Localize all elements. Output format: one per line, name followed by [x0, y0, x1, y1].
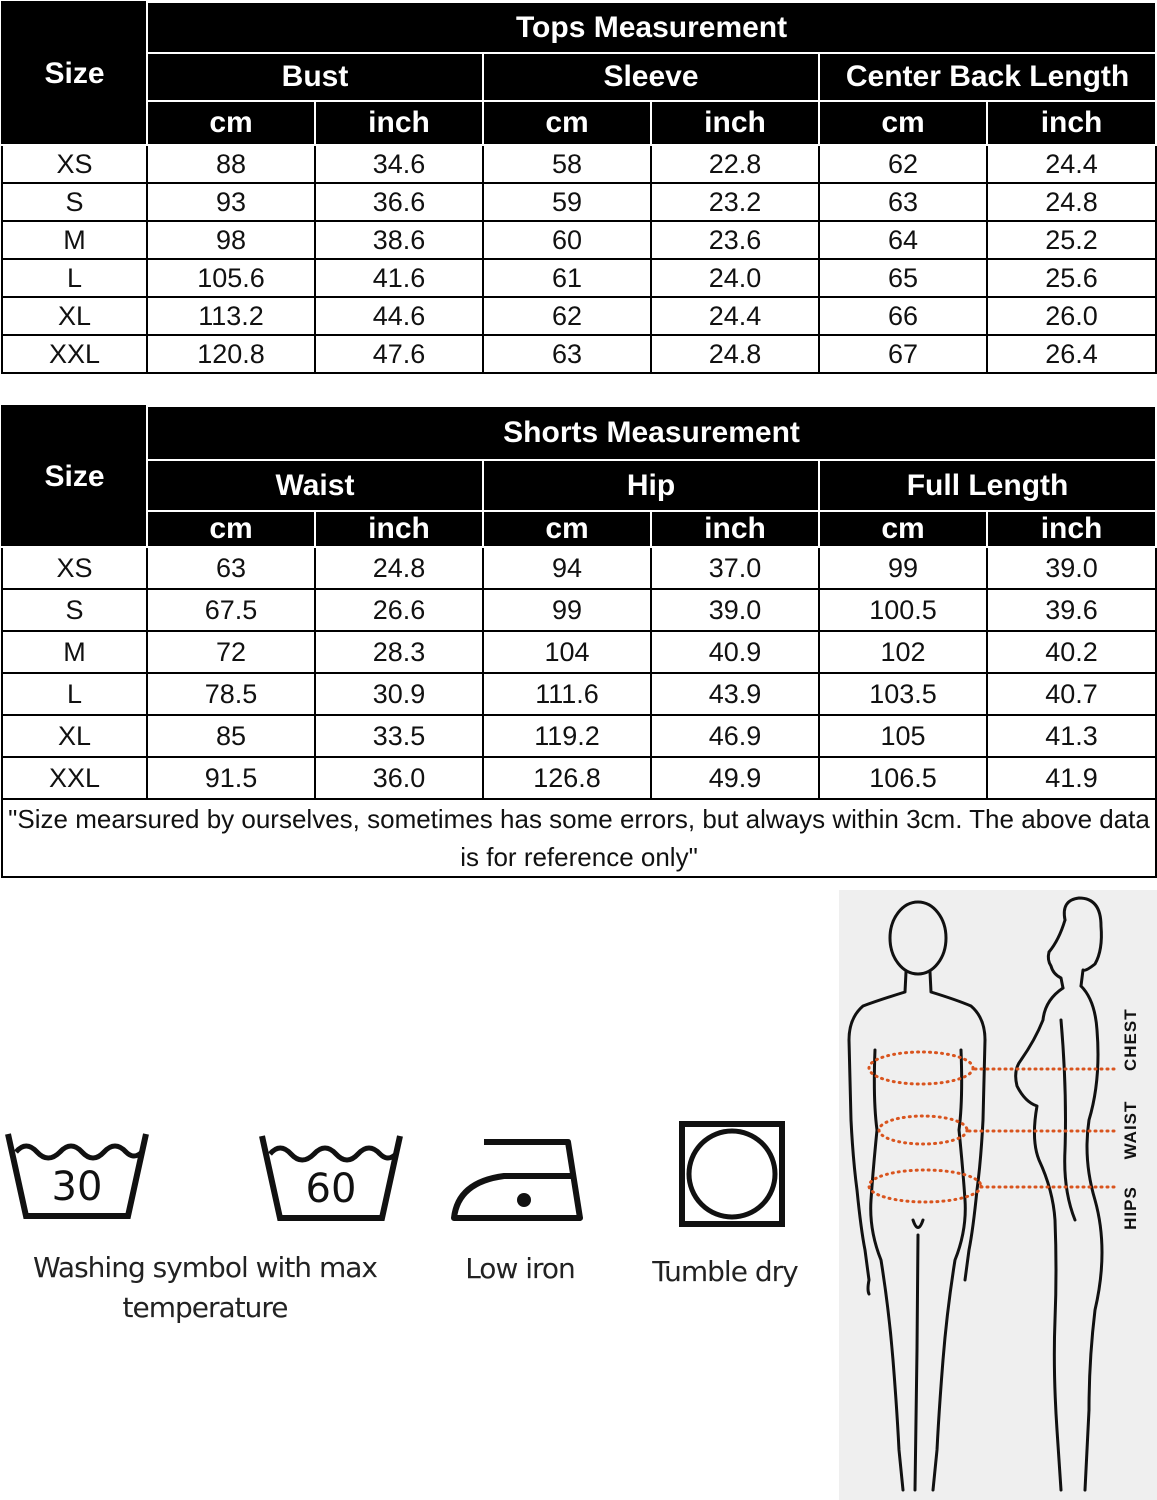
value-cell: 100.5: [819, 589, 987, 631]
size-cell: L: [2, 673, 147, 715]
value-cell: 67.5: [147, 589, 315, 631]
value-cell: 105.6: [147, 259, 315, 297]
value-cell: 65: [819, 259, 987, 297]
wash-temp-30: 30: [51, 1164, 103, 1210]
unit-header: cm: [147, 101, 315, 145]
value-cell: 25.2: [987, 221, 1156, 259]
value-cell: 78.5: [147, 673, 315, 715]
value-cell: 47.6: [315, 335, 483, 373]
unit-header: cm: [483, 511, 651, 547]
value-cell: 38.6: [315, 221, 483, 259]
size-cell: XL: [2, 715, 147, 757]
value-cell: 72: [147, 631, 315, 673]
unit-header: inch: [315, 511, 483, 547]
value-cell: 24.8: [651, 335, 819, 373]
value-cell: 39.6: [987, 589, 1156, 631]
value-cell: 37.0: [651, 547, 819, 589]
unit-header: cm: [147, 511, 315, 547]
value-cell: 63: [819, 183, 987, 221]
value-cell: 62: [819, 145, 987, 183]
value-cell: 58: [483, 145, 651, 183]
tumble-dry-label: Tumble dry: [652, 1255, 798, 1288]
value-cell: 30.9: [315, 673, 483, 715]
hips-label: HIPS: [1121, 1186, 1140, 1230]
unit-header: inch: [651, 511, 819, 547]
value-cell: 119.2: [483, 715, 651, 757]
value-cell: 40.2: [987, 631, 1156, 673]
value-cell: 24.4: [651, 297, 819, 335]
value-cell: 39.0: [987, 547, 1156, 589]
table-row: [2, 183, 1156, 221]
value-cell: 67: [819, 335, 987, 373]
table-row: [2, 673, 1156, 715]
shorts-measurement-table: [1, 405, 1157, 878]
size-column-header: Size: [2, 2, 147, 145]
value-cell: 102: [819, 631, 987, 673]
value-cell: 23.6: [651, 221, 819, 259]
table-row: [2, 589, 1156, 631]
value-cell: 99: [819, 547, 987, 589]
value-cell: 44.6: [315, 297, 483, 335]
value-cell: 46.9: [651, 715, 819, 757]
value-cell: 26.4: [987, 335, 1156, 373]
size-cell: XL: [2, 297, 147, 335]
value-cell: 99: [483, 589, 651, 631]
value-cell: 28.3: [315, 631, 483, 673]
value-cell: 66: [819, 297, 987, 335]
size-cell: L: [2, 259, 147, 297]
group-header-center-back-length: Center Back Length: [819, 53, 1156, 101]
group-header-bust: Bust: [147, 53, 483, 101]
value-cell: 63: [483, 335, 651, 373]
size-cell: S: [2, 589, 147, 631]
value-cell: 36.6: [315, 183, 483, 221]
group-header-full-length: Full Length: [819, 460, 1156, 511]
unit-header: inch: [987, 101, 1156, 145]
value-cell: 120.8: [147, 335, 315, 373]
unit-header: inch: [315, 101, 483, 145]
table-row: [2, 259, 1156, 297]
value-cell: 39.0: [651, 589, 819, 631]
value-cell: 25.6: [987, 259, 1156, 297]
value-cell: 24.8: [315, 547, 483, 589]
value-cell: 93: [147, 183, 315, 221]
value-cell: 24.8: [987, 183, 1156, 221]
measurement-guides: [869, 1052, 1115, 1202]
value-cell: 43.9: [651, 673, 819, 715]
value-cell: 40.9: [651, 631, 819, 673]
value-cell: 22.8: [651, 145, 819, 183]
unit-header: cm: [819, 511, 987, 547]
value-cell: 36.0: [315, 757, 483, 799]
waist-label: WAIST: [1121, 1100, 1140, 1160]
table-row: [2, 221, 1156, 259]
value-cell: 62: [483, 297, 651, 335]
unit-header: inch: [987, 511, 1156, 547]
value-cell: 88: [147, 145, 315, 183]
low-iron-label: Low iron: [465, 1252, 575, 1285]
value-cell: 26.0: [987, 297, 1156, 335]
low-iron-icon: [448, 1130, 588, 1226]
size-cell: XS: [2, 145, 147, 183]
wash-30-icon: [4, 1128, 154, 1224]
table-row: [2, 335, 1156, 373]
value-cell: 105: [819, 715, 987, 757]
table-title: Shorts Measurement: [147, 406, 1156, 460]
value-cell: 106.5: [819, 757, 987, 799]
table-row: [2, 715, 1156, 757]
value-cell: 64: [819, 221, 987, 259]
value-cell: 94: [483, 547, 651, 589]
value-cell: 24.4: [987, 145, 1156, 183]
value-cell: 59: [483, 183, 651, 221]
table-row: [2, 297, 1156, 335]
value-cell: 113.2: [147, 297, 315, 335]
wash-temp-60: 60: [305, 1166, 357, 1212]
table-row: [2, 631, 1156, 673]
value-cell: 103.5: [819, 673, 987, 715]
value-cell: 41.9: [987, 757, 1156, 799]
value-cell: 33.5: [315, 715, 483, 757]
unit-header: cm: [819, 101, 987, 145]
size-column-header: Size: [2, 406, 147, 547]
value-cell: 40.7: [987, 673, 1156, 715]
tops-measurement-table: [1, 1, 1157, 374]
size-cell: S: [2, 183, 147, 221]
value-cell: 34.6: [315, 145, 483, 183]
wash-60-icon: [258, 1130, 408, 1226]
value-cell: 126.8: [483, 757, 651, 799]
value-cell: 111.6: [483, 673, 651, 715]
value-cell: 63: [147, 547, 315, 589]
value-cell: 61: [483, 259, 651, 297]
value-cell: 98: [147, 221, 315, 259]
value-cell: 26.6: [315, 589, 483, 631]
value-cell: 23.2: [651, 183, 819, 221]
unit-header: cm: [483, 101, 651, 145]
value-cell: 60: [483, 221, 651, 259]
chest-label: CHEST: [1121, 1008, 1140, 1071]
size-cell: XXL: [2, 757, 147, 799]
size-cell: M: [2, 221, 147, 259]
size-cell: XS: [2, 547, 147, 589]
table-row: [2, 547, 1156, 589]
value-cell: 24.0: [651, 259, 819, 297]
unit-header: inch: [651, 101, 819, 145]
table-row: [2, 145, 1156, 183]
size-cell: XXL: [2, 335, 147, 373]
measurement-note: "Size mearsured by ourselves, sometimes has some errors, but always within 3cm. The above data is for reference only": [2, 799, 1156, 877]
value-cell: 104: [483, 631, 651, 673]
body-measurement-figure: [839, 890, 1157, 1500]
tumble-dry-icon: [678, 1120, 786, 1228]
value-cell: 41.3: [987, 715, 1156, 757]
note-row: [2, 799, 1156, 877]
group-header-waist: Waist: [147, 460, 483, 511]
wash-symbol-label: Washing symbol with max temperature: [33, 1251, 377, 1324]
value-cell: 41.6: [315, 259, 483, 297]
value-cell: 49.9: [651, 757, 819, 799]
size-cell: M: [2, 631, 147, 673]
group-header-hip: Hip: [483, 460, 819, 511]
body-outline-icon: [839, 890, 1157, 1500]
value-cell: 85: [147, 715, 315, 757]
table-title: Tops Measurement: [147, 2, 1156, 53]
table-row: [2, 757, 1156, 799]
group-header-sleeve: Sleeve: [483, 53, 819, 101]
value-cell: 91.5: [147, 757, 315, 799]
